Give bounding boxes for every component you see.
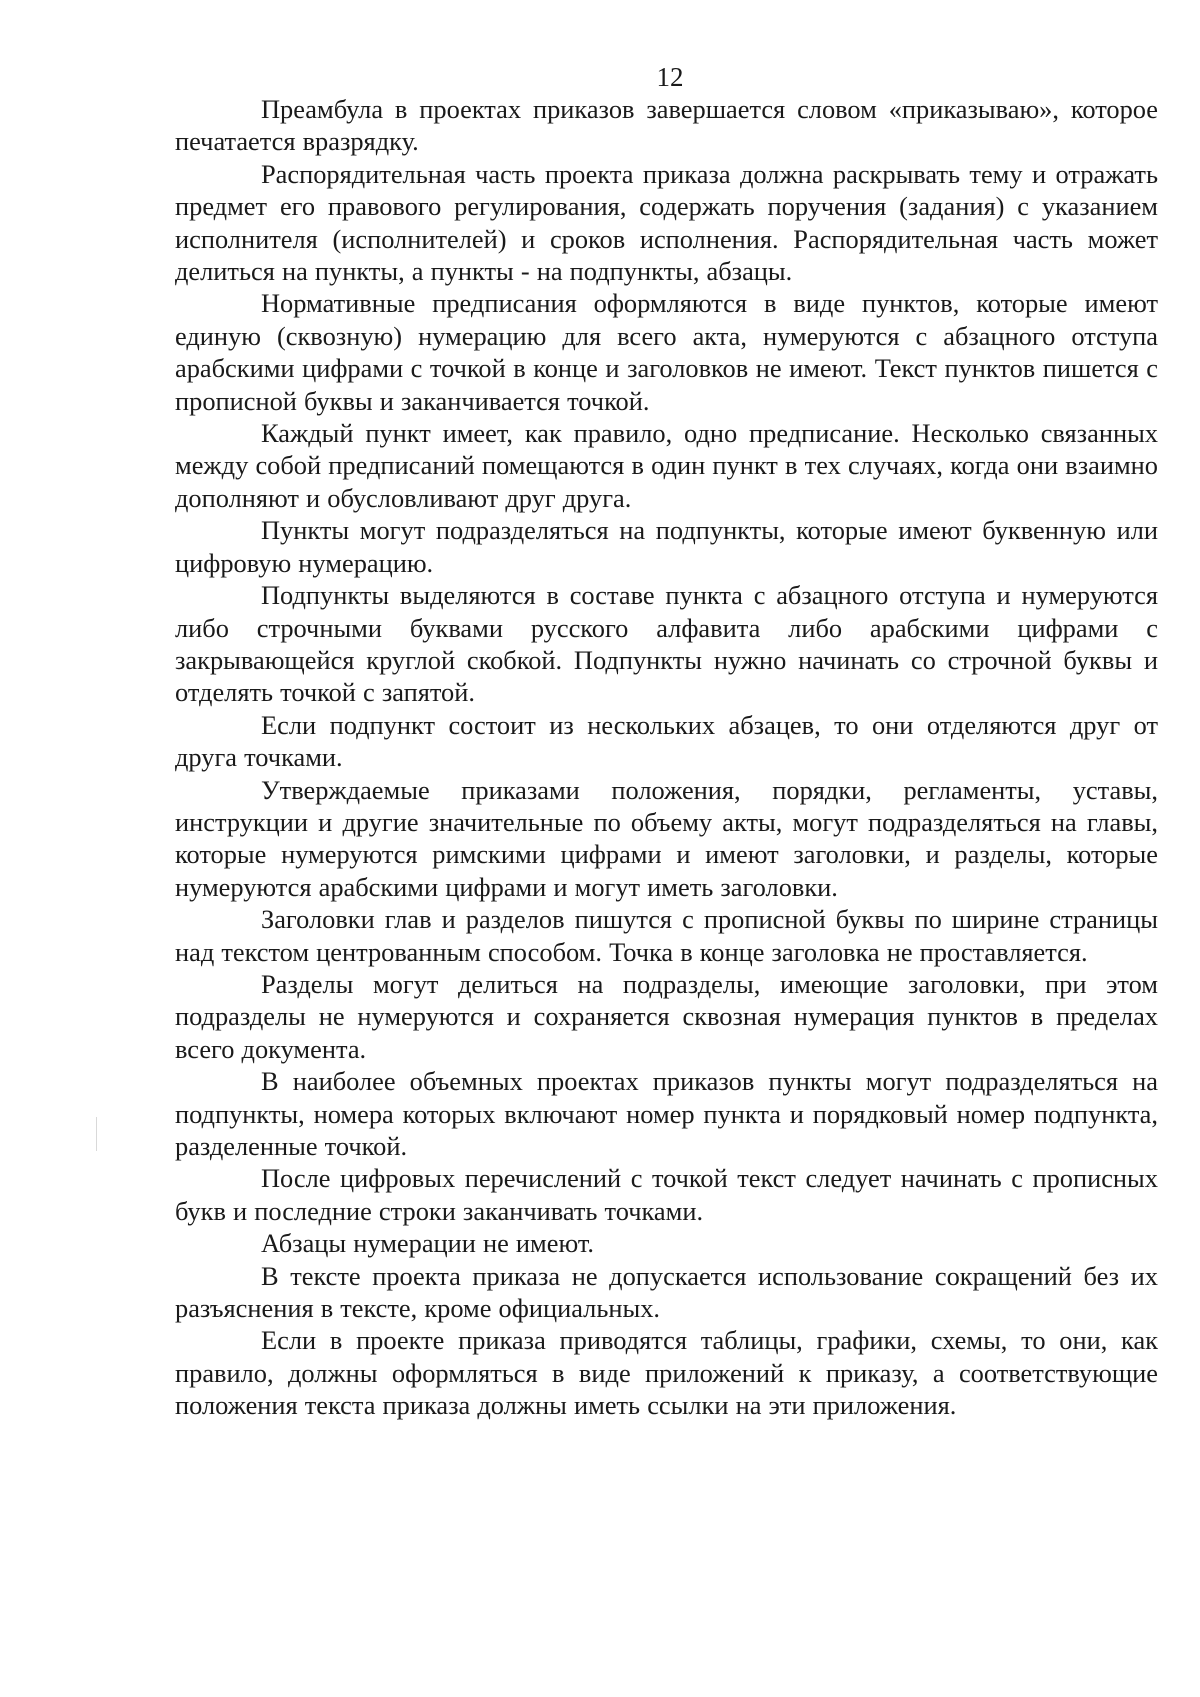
paragraph-each-point: Каждый пункт имеет, как правило, одно предписание. Несколько связанных между собой предписаний помещаются в один пункт в тех случаях, когда они взаимно дополняют и обусловливают друг друга. [175,418,1158,513]
paragraph-approved-acts: Утверждаемые приказами положения, порядки, регламенты, уставы, инструкции и другие значительные по объему акты, могут подразделяться на главы, которые нумеруются римскими цифрами и имеют заголовки, и разделы, которые нумеруются арабскими цифрами и могут иметь заголовки. [175,774,1158,902]
paragraph-abbreviations: В тексте проекта приказа не допускается использование сокращений без их разъяснения в тексте, кроме официальных. [175,1260,1158,1324]
paragraph-subpoint-paragraphs: Если подпункт состоит из нескольких абзацев, то они отделяются друг от друга точками. [175,709,1158,773]
paragraph-normative-prescriptions: Нормативные предписания оформляются в виде пунктов, которые имеют единую (сквозную) нумерацию для всего акта, нумеруются с абзацного отступа арабскими цифрами с точкой в конце и заголовков не имеют. Текст пунктов пишется с прописной буквы и заканчивается точкой. [175,288,1158,416]
paragraph-no-numbering: Абзацы нумерации не имеют. [261,1228,594,1259]
document-body [175,93,1158,1422]
paragraph-subpoints-numbering: Пункты могут подразделяться на подпункты, которые имеют буквенную или цифровую нумерацию. [175,515,1158,578]
paragraph-chapter-headings: Заголовки глав и разделов пишутся с прописной буквы по ширине страницы над текстом центрованным способом. Точка в конце заголовка не проставляется. [175,904,1158,967]
paragraph-tables-appendices: Если в проекте приказа приводятся таблицы, графики, схемы, то они, как правило, должны оформляться в виде приложений к приказу, а соответствующие положения текста приказа должны иметь ссылки на эти приложения. [175,1325,1158,1421]
paragraph-subpoints-format: Подпункты выделяются в составе пункта с абзацного отступа и нумеруются либо строчными буквами русского алфавита либо арабскими цифрами с закрывающейся круглой скобкой. Подпункты нужно начинать со строчной буквы и отделять точкой с запятой. [175,580,1158,708]
page-number: 12 [656,62,684,92]
paragraph-directive-part: Распорядительная часть проекта приказа должна раскрывать тему и отражать предмет его правового регулирования, содержать поручения (задания) с указанием исполнителя (исполнителей) и сроков исполнения. Распорядительная часть может делиться на пункты, а пункты - на подпункты, абзацы. [175,158,1158,287]
paragraph-digital-enumerations: После цифровых перечислений с точкой текст следует начинать с прописных букв и последние строки заканчивать точками. [175,1163,1158,1226]
paragraph-large-projects: В наиболее объемных проектах приказов пункты могут подразделяться на подпункты, номера которых включают номер пункта и порядковый номер подпункта, разделенные точкой. [175,1066,1158,1161]
paragraph-preamble: Преамбула в проектах приказов завершается словом «приказываю», которое печатается вразрядку. [175,94,1158,157]
paragraph-subsections: Разделы могут делиться на подразделы, имеющие заголовки, при этом подразделы не нумеруются и сохраняется сквозная нумерация пунктов в пределах всего документа. [175,968,1158,1064]
scan-margin-mark [96,1117,97,1151]
